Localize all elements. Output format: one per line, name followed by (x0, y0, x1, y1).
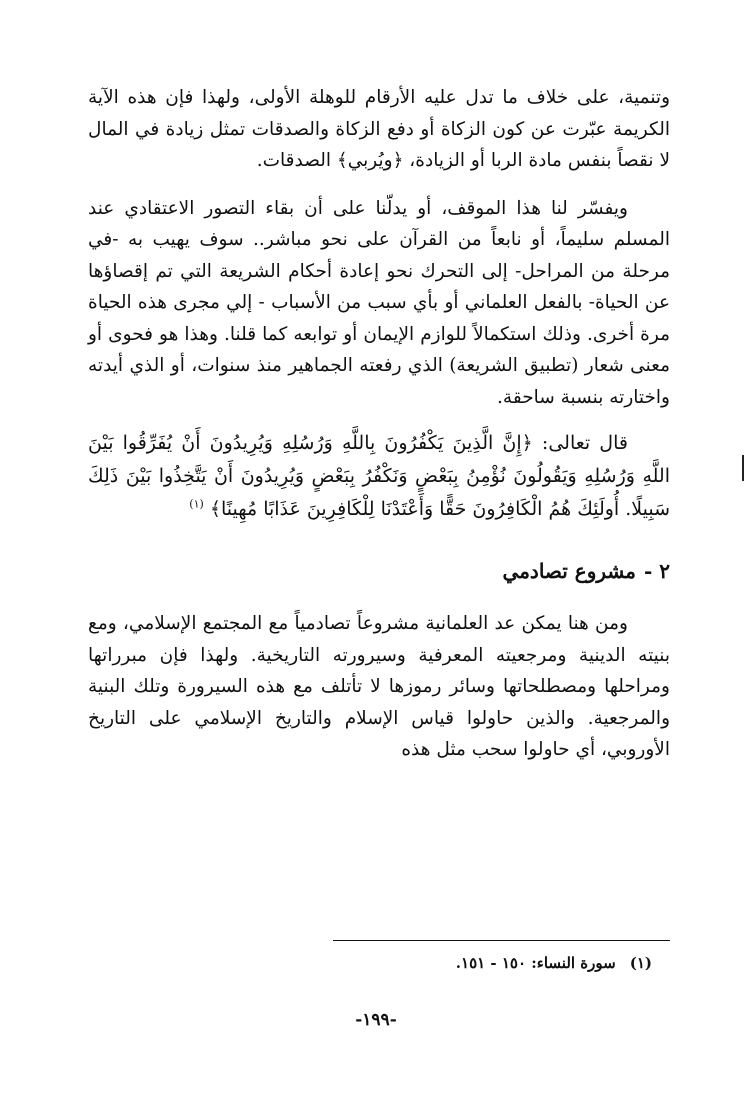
section-heading (88, 556, 670, 586)
footnote-divider (333, 940, 670, 941)
quran-verse: ﴿إِنَّ الَّذِينَ يَكْفُرُونَ بِاللَّهِ وَرُسُلِهِ وَيُرِيدُونَ أَنْ يُفَرِّقُوا بَيْنَ اللَّهِ وَرُسُلِهِ وَيَقُولُونَ نُؤْمِنُ بِبَعْضٍ وَنَكْفُرُ بِبَعْضٍ وَيُرِيدُونَ أَنْ يَتَّخِذُوا بَيْنَ ذَلِكَ سَبِيلًا. أُولَئِكَ هُمُ الْكَافِرُونَ حَقًّا وَأَعْتَدْنَا لِلْكَافِرِينَ عَذَابًا مُهِينًا﴾ (88, 432, 670, 520)
quran-quote (88, 427, 670, 526)
paragraph-2: ويفسّر لنا هذا الموقف، أو يدلّنا على أن بقاء التصور الاعتقادي عند المسلم سليماً، أو نابعاً من القرآن على نحو مباشر.. سوف يهيب به -في مرحلة من المراحل- إلى التحرك نحو إعادة أحكام الشريعة التي تم إقصاؤها عن الحياة- بالفعل العلماني أو بأي سبب من الأسباب - إلي مجرى هذه الحياة مرة أخرى. وذلك استكمالاً للوازم الإيمان أو توابعه كما قلنا. وهذا هو فحوى أو معنى شعار (تطبيق الشريعة) الذي رفعته الجماهير منذ سنوات، أو الذي أيدته واختارته بنسبة ساحقة. (88, 197, 670, 408)
page-number: -١٩٩- (355, 1010, 397, 1030)
footnote (456, 954, 652, 972)
paragraph-1: وتنمية، على خلاف ما تدل عليه الأرقام للوهلة الأولى، ولهذا فإن هذه الآية الكريمة عبّرت عن كون الزكاة أو دفع الزكاة والصدقات تمثل زيادة في المال لا نقصاً بنفس مادة الربا أو الزيادة، ﴿ويُربي﴾ الصدقات. (88, 87, 670, 171)
footnote-reference: (١) (189, 497, 204, 511)
paragraph-3: ومن هنا يمكن عد العلمانية مشروعاً تصادمياً مع المجتمع الإسلامي، ومع بنيته الدينية ومرجعيته المعرفية وسيرورته التاريخية. ولهذا فإن مبرراتها ومراحلها ومصطلحاتها وسائر رموزها لا تأتلف مع هذه السيرورة وتلك البنية والمرجعية. والذين حاولوا قياس الإسلام والتاريخ الإسلامي على التاريخ الأوروبي، أي حاولوا سحب مثل هذه (88, 613, 670, 760)
margin-mark (742, 455, 744, 481)
quran-intro: قال تعالى: (541, 432, 628, 454)
section-title: مشروع تصادمي (502, 559, 636, 583)
section-number: ٢ - (643, 559, 670, 583)
page-body (88, 82, 670, 1100)
footnote-text: سورة النساء: ١٥٠ - ١٥١. (455, 954, 616, 972)
footnote-marker: (١) (629, 954, 652, 972)
